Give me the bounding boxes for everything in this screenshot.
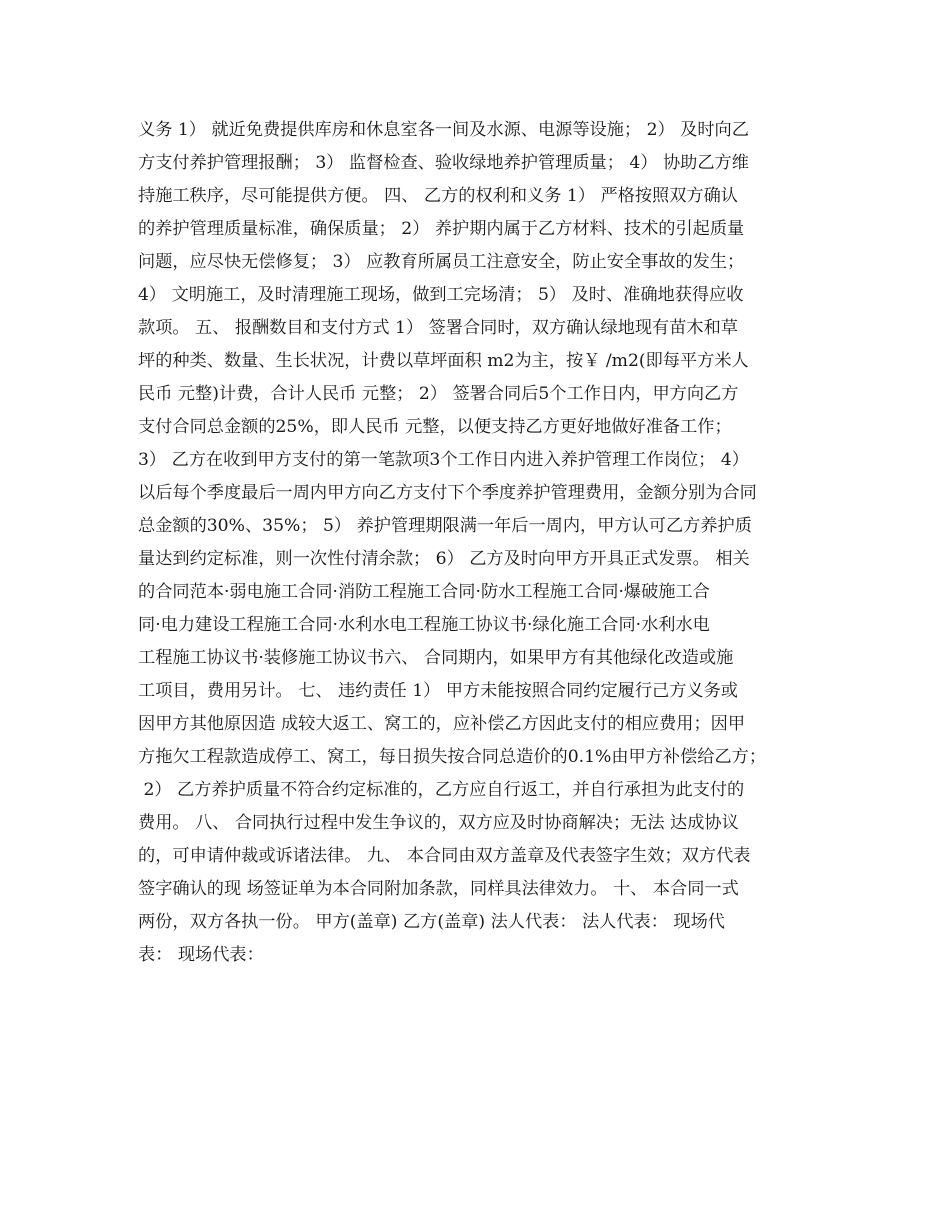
- text-line: 民币 元整)计费，合计人民币 元整； 2） 签署合同后5个工作日内，甲方向乙方: [138, 384, 739, 404]
- text-line: 工项目，费用另计。 七、 违约责任 1） 甲方未能按照合同约定履行己方义务或: [138, 681, 738, 701]
- text-line: 以后每个季度最后一周内甲方向乙方支付下个季度养护管理费用，金额分别为合同: [138, 483, 757, 503]
- text-line: 同·电力建设工程施工合同·水利水电工程施工协议书·绿化施工合同·水利水电: [138, 615, 710, 635]
- text-line: 表： 现场代表：: [138, 945, 264, 965]
- text-line: 4） 文明施工，及时清理施工现场，做到工完场清； 5） 及时、准确地获得应收: [138, 285, 744, 305]
- text-line: 坪的种类、数量、生长状况，计费以草坪面积 m2为主，按￥ /m2(即每平方米人: [138, 351, 749, 371]
- text-line: 义务 1） 就近免费提供库房和休息室各一间及水源、电源等设施； 2） 及时向乙: [138, 120, 749, 140]
- text-line: 的合同范本·弱电施工合同·消防工程施工合同·防水工程施工合同·爆破施工合: [138, 582, 710, 602]
- contract-body-text: [138, 114, 826, 972]
- text-line: 总金额的30%、35%； 5） 养护管理期限满一年后一周内，甲方认可乙方养护质: [138, 516, 752, 536]
- text-line: 费用。 八、 合同执行过程中发生争议的，双方应及时协商解决；无法 达成协议: [138, 813, 739, 833]
- text-line: 量达到约定标准，则一次性付清余款； 6） 乙方及时向甲方开具正式发票。 相关: [138, 549, 750, 569]
- text-line: 的养护管理质量标准，确保质量； 2） 养护期内属于乙方材料、技术的引起质量: [138, 219, 745, 239]
- text-line: 3） 乙方在收到甲方支付的第一笔款项3个工作日内进入养护管理工作岗位； 4）: [138, 450, 749, 470]
- text-line: 签字确认的现 场签证单为本合同附加条款，同样具法律效力。 十、 本合同一式: [138, 879, 739, 899]
- text-line: 两份，双方各执一份。 甲方(盖章) 乙方(盖章) 法人代表： 法人代表： 现场代: [138, 912, 725, 932]
- text-line: 方拖欠工程款造成停工、窝工，每日损失按合同总造价的0.1%由甲方补偿给乙方；: [138, 747, 767, 767]
- text-line: 持施工秩序，尽可能提供方便。 四、 乙方的权利和义务 1） 严格按照双方确认: [138, 186, 738, 206]
- text-line: 因甲方其他原因造 成较大返工、窝工的，应补偿乙方因此支付的相应费用；因甲: [138, 714, 746, 734]
- text-line: 支付合同总金额的25%，即人民币 元整，以便支持乙方更好地做好准备工作；: [138, 417, 732, 437]
- text-line: 问题，应尽快无偿修复； 3） 应教育所属员工注意安全，防止安全事故的发生；: [138, 252, 745, 272]
- text-line: 方支付养护管理报酬； 3） 监督检查、验收绿地养护管理质量； 4） 协助乙方维: [138, 153, 749, 173]
- text-line: 的，可申请仲裁或诉诸法律。 九、 本合同由双方盖章及代表签字生效；双方代表: [138, 846, 751, 866]
- text-line: 2） 乙方养护质量不符合约定标准的，乙方应自行返工，并自行承担为此支付的: [138, 780, 745, 800]
- text-line: 款项。 五、 报酬数目和支付方式 1） 签署合同时，双方确认绿地现有苗木和草: [138, 318, 738, 338]
- text-line: 工程施工协议书·装修施工协议书六、 合同期内，如果甲方有其他绿化改造或施: [138, 648, 734, 668]
